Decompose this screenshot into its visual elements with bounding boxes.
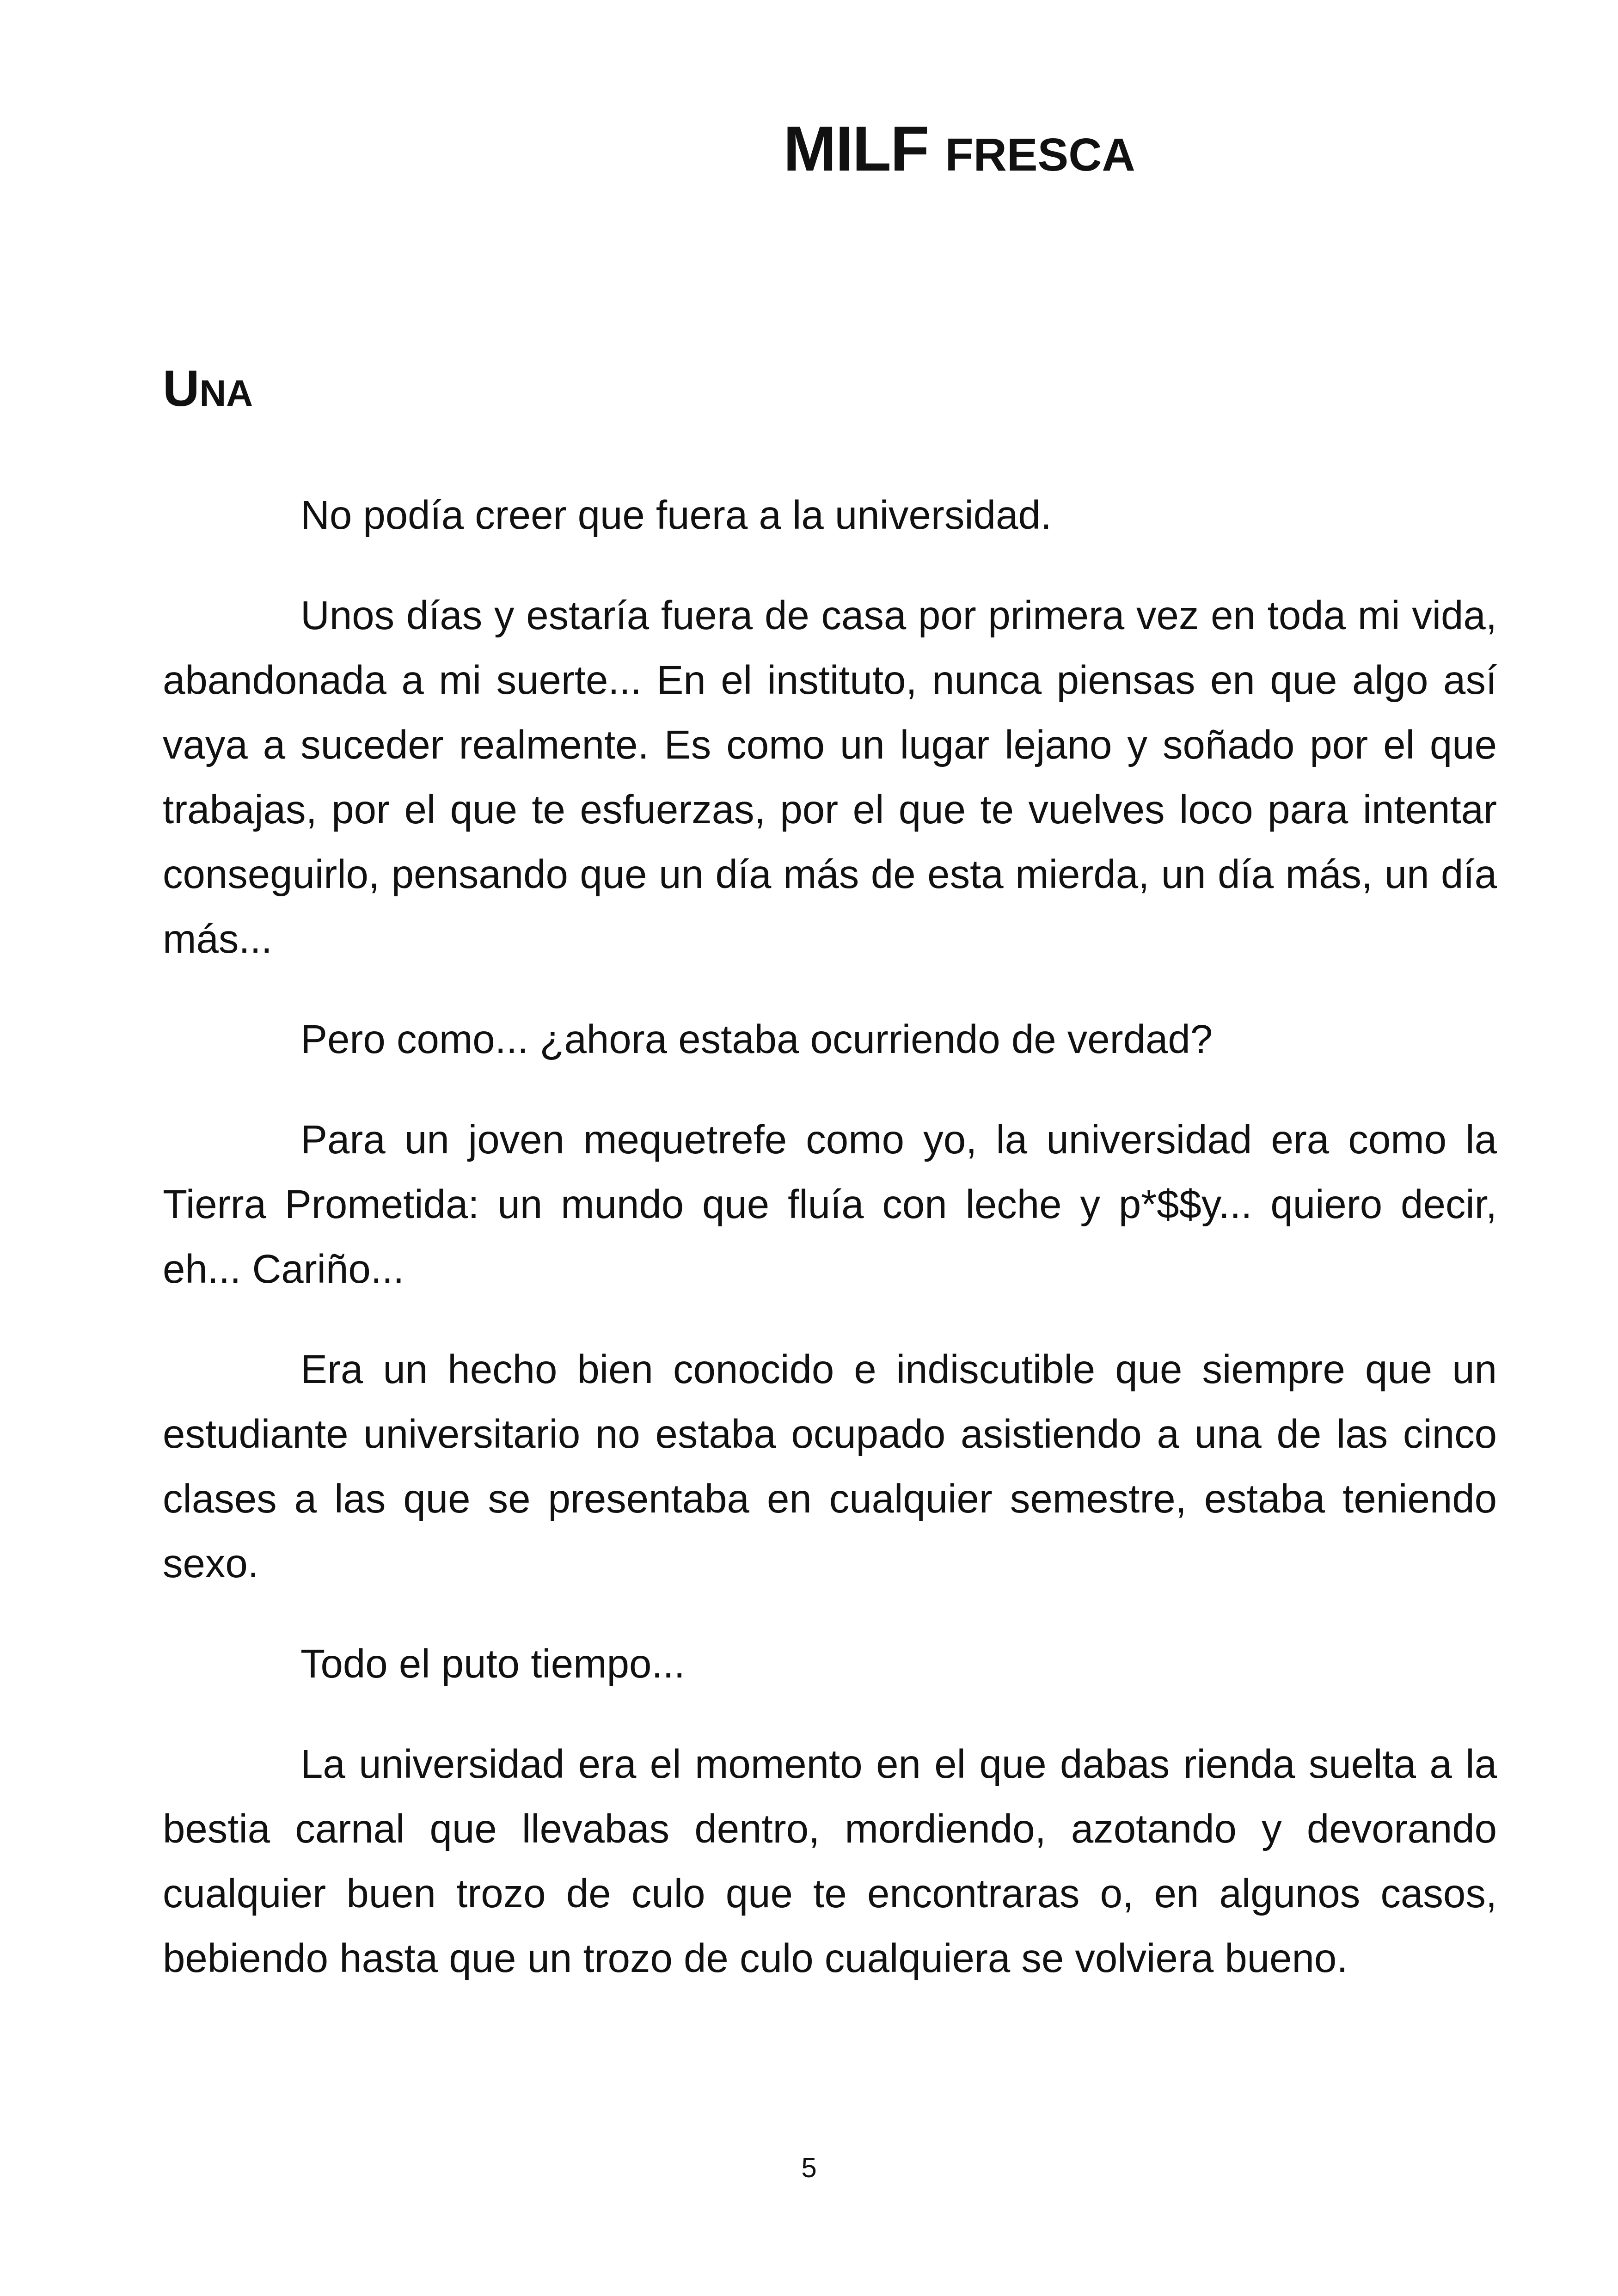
chapter-heading: [163, 358, 253, 419]
paragraph: La universidad era el momento en el que dabas rienda suelta a la bestia carnal que llevabas dentro, mordiendo, azotando y devorando cualquier buen trozo de culo que te encontraras o, en algunos casos, bebiendo hasta que un trozo de culo cualquiera se volviera bueno.: [163, 1742, 1497, 1981]
book-title-main: MILF: [783, 113, 929, 184]
chapter-heading-initial: U: [163, 360, 200, 417]
paragraph: Unos días y estaría fuera de casa por primera vez en toda mi vida, abandonada a mi suerte... En el instituto, nunca piensas en que algo así vaya a suceder realmente. Es como un lugar lejano y soñado por el que trabajas, por el que te esfuerzas, por el que te vuelves loco para intentar conseguirlo, pensando que un día más de esta mierda, un día más, un día más...: [163, 593, 1497, 961]
paragraph: Para un joven mequetrefe como yo, la universidad era como la Tierra Prometida: un mundo que fluía con leche y p*$$y... quiero decir, eh... Cariño...: [163, 1117, 1497, 1292]
chapter-heading-rest: NA: [199, 373, 253, 414]
paragraph: Todo el puto tiempo...: [300, 1641, 685, 1686]
paragraph: Era un hecho bien conocido e indiscutible que siempre que un estudiante universitario no estaba ocupado asistiendo a una de las cinco clases a las que se presentaba en cualquier semestre, estaba teniendo sexo.: [163, 1347, 1497, 1586]
body-text: [163, 483, 1497, 2027]
page-number: 5: [801, 2152, 817, 2183]
book-title: [0, 111, 1618, 188]
paragraph: Pero como... ¿ahora estaba ocurriendo de verdad?: [300, 1017, 1213, 1062]
book-title-secondary: FRESCA: [945, 129, 1135, 181]
paragraph: No podía creer que fuera a la universidad.: [300, 493, 1052, 538]
